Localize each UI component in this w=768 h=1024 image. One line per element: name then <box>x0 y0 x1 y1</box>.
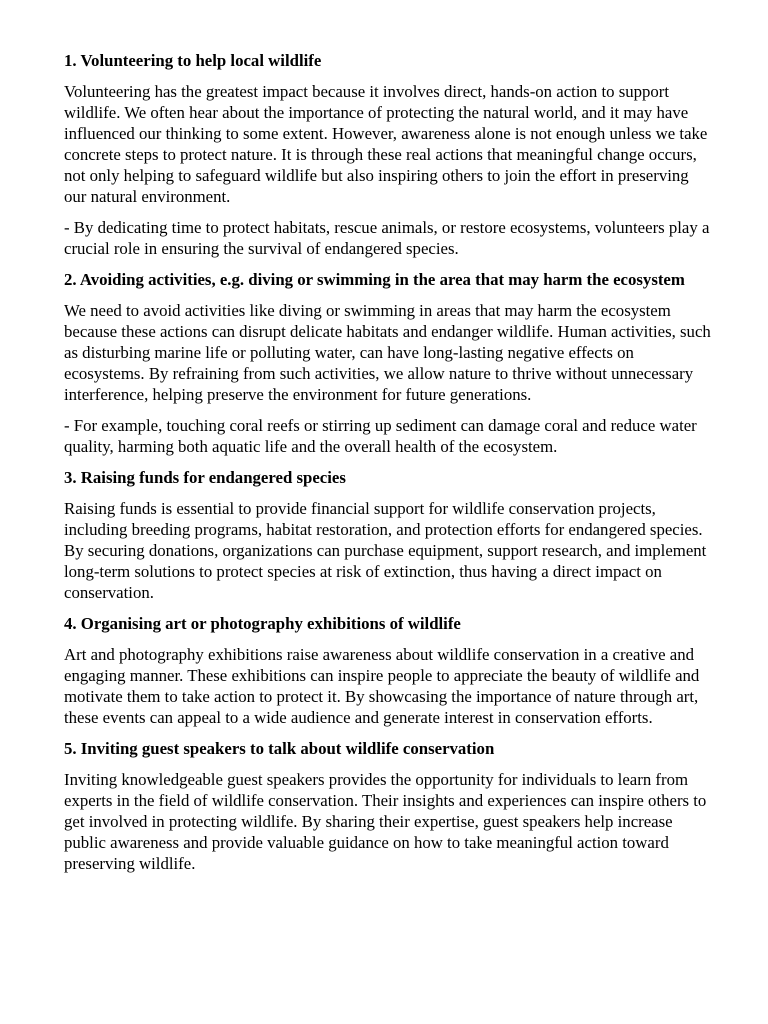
section-heading: 3. Raising funds for endangered species <box>64 468 346 487</box>
section-heading: 2. Avoiding activities, e.g. diving or swimming in the area that may harm the ecosystem <box>64 270 685 289</box>
section-paragraph: Inviting knowledgeable guest speakers provides the opportunity for individuals to learn from experts in the field of wildlife conservation. Their insights and experiences can inspire others to get involved in protecting wildlife. By sharing their expertise, guest speakers help increase public awareness and provide valuable guidance on how to take meaningful action toward preserving wildlife. <box>64 770 707 873</box>
section-paragraph: We need to avoid activities like diving or swimming in areas that may harm the ecosystem because these actions can disrupt delicate habitats and endanger wildlife. Human activities, such as disturbing marine life or polluting water, can have long-lasting negative effects on ecosystems. By refraining from such activities, we allow nature to thrive without unnecessary interference, helping preserve the environment for future generations. <box>64 301 711 404</box>
section-paragraph: Raising funds is essential to provide financial support for wildlife conservation projects, including breeding programs, habitat restoration, and protection efforts for endangered species. By securing donations, organizations can purchase equipment, support research, and implement long-term solutions to protect species at risk of extinction, thus having a direct impact on conservation. <box>64 499 707 602</box>
section-bullet-paragraph: - By dedicating time to protect habitats, rescue animals, or restore ecosystems, volunteers play a crucial role in ensuring the survival of endangered species. <box>64 218 710 258</box>
section-heading: 5. Inviting guest speakers to talk about wildlife conservation <box>64 739 495 758</box>
section-raising-funds <box>64 467 714 603</box>
section-exhibitions <box>64 613 714 728</box>
section-volunteering <box>64 50 714 259</box>
section-avoiding-activities <box>64 269 714 457</box>
section-guest-speakers <box>64 738 714 874</box>
section-paragraph: Volunteering has the greatest impact because it involves direct, hands-on action to support wildlife. We often hear about the importance of protecting the natural world, and it may have influenced our thinking to some extent. However, awareness alone is not enough unless we take concrete steps to protect nature. It is through these real actions that meaningful change occurs, not only helping to safeguard wildlife but also inspiring others to join the effort in preserving our natural environment. <box>64 82 708 206</box>
section-heading: 4. Organising art or photography exhibitions of wildlife <box>64 614 461 633</box>
section-paragraph: Art and photography exhibitions raise awareness about wildlife conservation in a creative and engaging manner. These exhibitions can inspire people to appreciate the beauty of wildlife and motivate them to take action to protect it. By showcasing the importance of nature through art, these events can appeal to a wide audience and generate interest in conservation efforts. <box>64 645 700 727</box>
document-page <box>64 50 714 884</box>
section-heading: 1. Volunteering to help local wildlife <box>64 51 322 70</box>
section-bullet-paragraph: - For example, touching coral reefs or stirring up sediment can damage coral and reduce water quality, harming both aquatic life and the overall health of the ecosystem. <box>64 416 697 456</box>
